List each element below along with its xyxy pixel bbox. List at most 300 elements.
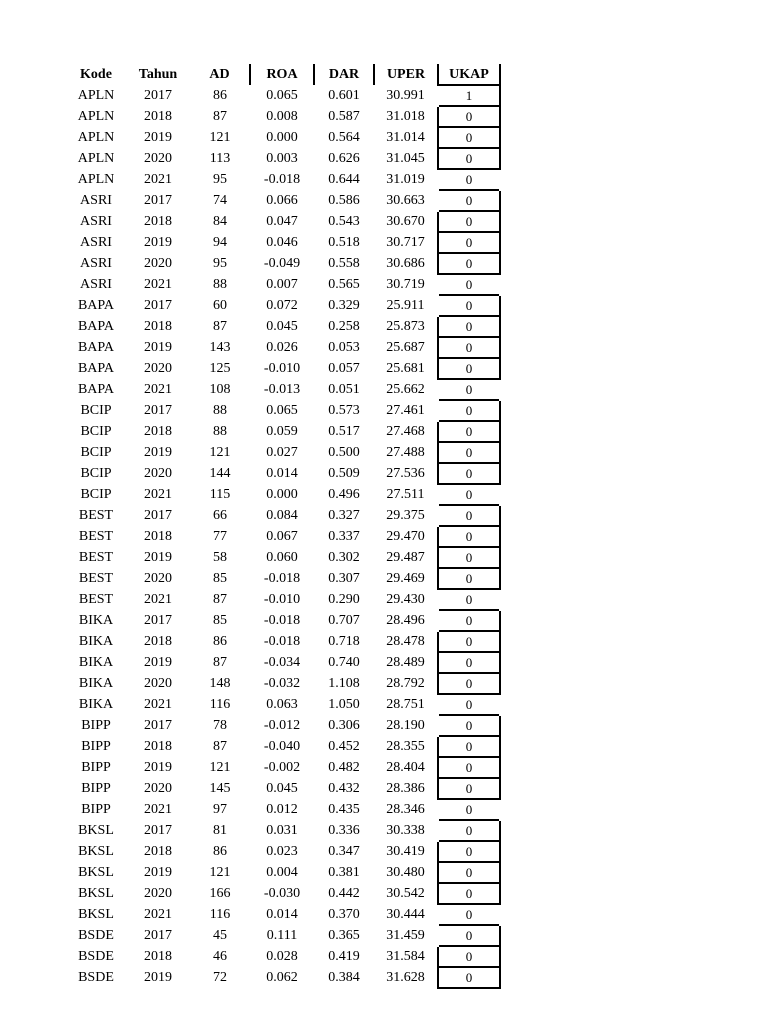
cell-ukap: 0 (438, 862, 500, 883)
cell-roa: 0.060 (266, 550, 298, 565)
cell-ukap: 0 (438, 400, 500, 421)
cell-ad: 148 (209, 676, 231, 691)
cell-kode: BIKA (78, 634, 114, 649)
cell-ukap: 0 (465, 802, 473, 817)
cell-tahun: 2021 (144, 697, 172, 712)
cell-kode: BIPP (81, 718, 111, 733)
cell-ukap: 0 (438, 547, 500, 568)
cell-ad: 72 (213, 970, 227, 985)
cell-ukap: 0 (438, 946, 500, 967)
cell-ad: 86 (213, 844, 227, 859)
cell-uper: 28.386 (386, 781, 425, 796)
cell-roa: -0.030 (263, 886, 301, 901)
cell-uper: 31.459 (386, 928, 425, 943)
cell-roa: 0.000 (266, 130, 298, 145)
cell-uper: 30.686 (386, 256, 425, 271)
cell-tahun: 2019 (144, 550, 172, 565)
data-sheet (66, 64, 501, 989)
cell-ad: 121 (209, 445, 231, 460)
cell-kode: BAPA (77, 319, 115, 334)
cell-kode: BEST (78, 550, 114, 565)
cell-roa: 0.012 (266, 802, 298, 817)
cell-ad: 121 (209, 865, 231, 880)
cell-roa: -0.018 (263, 172, 301, 187)
cell-kode: BAPA (77, 361, 115, 376)
cell-ad: 143 (209, 340, 231, 355)
cell-tahun: 2018 (144, 214, 172, 229)
table-row (66, 148, 500, 169)
header-uper: UPER (374, 64, 438, 85)
cell-tahun: 2019 (144, 340, 172, 355)
table-row (66, 106, 500, 127)
cell-kode: BKSL (78, 823, 114, 838)
cell-dar: 0.053 (328, 340, 360, 355)
cell-dar: 1.050 (328, 697, 360, 712)
cell-ad: 87 (213, 319, 227, 334)
cell-tahun: 2019 (144, 970, 172, 985)
cell-roa: 0.028 (266, 949, 298, 964)
cell-ukap: 0 (438, 232, 500, 253)
cell-ad: 115 (209, 487, 231, 502)
cell-dar: 0.442 (328, 886, 360, 901)
cell-ukap: 0 (438, 148, 500, 169)
table-row (66, 316, 500, 337)
cell-ad: 97 (213, 802, 227, 817)
header-kode: Kode (80, 67, 112, 82)
cell-ad: 85 (213, 613, 227, 628)
table-row (66, 904, 500, 925)
table-row (66, 127, 500, 148)
cell-dar: 0.370 (328, 907, 360, 922)
cell-ukap: 0 (438, 253, 500, 274)
cell-uper: 30.542 (386, 886, 425, 901)
cell-uper: 31.019 (386, 172, 425, 187)
cell-ukap: 0 (465, 382, 473, 397)
cell-tahun: 2019 (144, 130, 172, 145)
cell-roa: 0.007 (266, 277, 298, 292)
table-row (66, 841, 500, 862)
cell-kode: BAPA (77, 382, 115, 397)
table-row (66, 673, 500, 694)
cell-kode: BCIP (80, 445, 112, 460)
cell-tahun: 2018 (144, 529, 172, 544)
cell-uper: 28.478 (386, 634, 425, 649)
cell-dar: 0.432 (328, 781, 360, 796)
table-row (66, 484, 500, 505)
cell-roa: 0.047 (266, 214, 298, 229)
cell-kode: APLN (77, 172, 115, 187)
cell-kode: BIPP (81, 739, 111, 754)
cell-dar: 0.435 (328, 802, 360, 817)
table-row (66, 925, 500, 946)
cell-ukap: 0 (438, 715, 500, 736)
cell-dar: 0.740 (328, 655, 360, 670)
cell-roa: 0.065 (266, 403, 298, 418)
cell-dar: 0.452 (328, 739, 360, 754)
table-row (66, 505, 500, 526)
cell-kode: BEST (78, 571, 114, 586)
table-row (66, 589, 500, 610)
cell-roa: -0.040 (263, 739, 301, 754)
cell-dar: 0.500 (328, 445, 360, 460)
cell-uper: 25.662 (386, 382, 425, 397)
cell-kode: BKSL (78, 907, 114, 922)
cell-tahun: 2020 (144, 781, 172, 796)
table-row (66, 358, 500, 379)
cell-kode: BIPP (81, 760, 111, 775)
cell-dar: 1.108 (328, 676, 360, 691)
cell-ad: 66 (213, 508, 227, 523)
table-row (66, 421, 500, 442)
cell-tahun: 2017 (144, 718, 172, 733)
cell-roa: 0.067 (266, 529, 298, 544)
cell-ukap: 0 (438, 358, 500, 379)
table-row (66, 799, 500, 820)
cell-uper: 31.014 (386, 130, 425, 145)
cell-tahun: 2017 (144, 928, 172, 943)
cell-tahun: 2018 (144, 739, 172, 754)
table-row (66, 379, 500, 400)
cell-dar: 0.543 (328, 214, 360, 229)
cell-roa: 0.063 (266, 697, 298, 712)
cell-uper: 28.496 (386, 613, 425, 628)
header-dar: DAR (314, 64, 374, 85)
cell-ukap: 0 (438, 526, 500, 547)
cell-roa: 0.065 (266, 88, 298, 103)
cell-ukap: 0 (465, 277, 473, 292)
cell-tahun: 2019 (144, 445, 172, 460)
table-row (66, 715, 500, 736)
cell-tahun: 2020 (144, 151, 172, 166)
cell-tahun: 2020 (144, 361, 172, 376)
cell-roa: 0.045 (266, 781, 298, 796)
table-row (66, 169, 500, 190)
cell-dar: 0.564 (328, 130, 360, 145)
cell-ad: 113 (209, 151, 231, 166)
table-row (66, 736, 500, 757)
cell-kode: APLN (77, 88, 115, 103)
cell-dar: 0.384 (328, 970, 360, 985)
table-row (66, 568, 500, 589)
cell-ad: 84 (213, 214, 227, 229)
cell-kode: BSDE (78, 928, 114, 943)
cell-uper: 30.338 (386, 823, 425, 838)
cell-ukap: 0 (465, 487, 473, 502)
table-row (66, 862, 500, 883)
cell-kode: ASRI (80, 214, 112, 229)
cell-kode: BCIP (80, 403, 112, 418)
cell-ukap: 0 (438, 610, 500, 631)
cell-kode: APLN (77, 109, 115, 124)
cell-ukap: 0 (438, 211, 500, 232)
cell-ukap: 0 (438, 316, 500, 337)
data-table (66, 64, 501, 989)
cell-ad: 58 (213, 550, 227, 565)
cell-ad: 78 (213, 718, 227, 733)
cell-dar: 0.626 (328, 151, 360, 166)
cell-ad: 46 (213, 949, 227, 964)
cell-dar: 0.518 (328, 235, 360, 250)
cell-ukap: 0 (438, 883, 500, 904)
cell-ukap: 1 (438, 85, 500, 106)
cell-tahun: 2018 (144, 109, 172, 124)
cell-uper: 25.911 (386, 298, 425, 313)
header-row (66, 64, 500, 85)
cell-tahun: 2021 (144, 592, 172, 607)
cell-tahun: 2018 (144, 844, 172, 859)
cell-kode: APLN (77, 151, 115, 166)
cell-uper: 28.355 (386, 739, 425, 754)
cell-ukap: 0 (438, 652, 500, 673)
cell-roa: 0.000 (266, 487, 298, 502)
cell-tahun: 2018 (144, 634, 172, 649)
cell-tahun: 2018 (144, 949, 172, 964)
table-row (66, 253, 500, 274)
cell-uper: 31.045 (386, 151, 425, 166)
cell-uper: 29.469 (386, 571, 425, 586)
cell-dar: 0.051 (328, 382, 360, 397)
header-ad: AD (209, 67, 230, 82)
cell-dar: 0.586 (328, 193, 360, 208)
cell-roa: 0.014 (266, 907, 298, 922)
cell-roa: 0.014 (266, 466, 298, 481)
cell-tahun: 2018 (144, 424, 172, 439)
cell-kode: BIKA (78, 655, 114, 670)
cell-ad: 144 (209, 466, 231, 481)
cell-ad: 81 (213, 823, 227, 838)
cell-roa: 0.045 (266, 319, 298, 334)
cell-roa: 0.004 (266, 865, 298, 880)
cell-ad: 77 (213, 529, 227, 544)
cell-roa: -0.010 (263, 361, 301, 376)
cell-ad: 166 (209, 886, 231, 901)
cell-uper: 28.190 (386, 718, 425, 733)
cell-tahun: 2017 (144, 403, 172, 418)
cell-roa: 0.023 (266, 844, 298, 859)
cell-kode: BCIP (80, 487, 112, 502)
cell-ad: 74 (213, 193, 227, 208)
cell-dar: 0.573 (328, 403, 360, 418)
cell-ukap: 0 (438, 841, 500, 862)
cell-uper: 30.991 (386, 88, 425, 103)
cell-kode: BCIP (80, 466, 112, 481)
cell-ukap: 0 (438, 463, 500, 484)
cell-dar: 0.558 (328, 256, 360, 271)
cell-uper: 27.488 (386, 445, 425, 460)
cell-dar: 0.290 (328, 592, 360, 607)
cell-tahun: 2019 (144, 235, 172, 250)
cell-dar: 0.644 (328, 172, 360, 187)
cell-tahun: 2021 (144, 277, 172, 292)
cell-dar: 0.336 (328, 823, 360, 838)
cell-roa: -0.010 (263, 592, 301, 607)
cell-ukap: 0 (438, 421, 500, 442)
cell-kode: APLN (77, 130, 115, 145)
cell-dar: 0.587 (328, 109, 360, 124)
cell-ukap: 0 (438, 106, 500, 127)
cell-tahun: 2019 (144, 865, 172, 880)
header-roa: ROA (250, 64, 314, 85)
cell-ukap: 0 (465, 907, 473, 922)
cell-ukap: 0 (438, 778, 500, 799)
cell-roa: -0.013 (263, 382, 301, 397)
cell-ad: 88 (213, 277, 227, 292)
cell-ad: 45 (213, 928, 227, 943)
cell-dar: 0.707 (328, 613, 360, 628)
cell-dar: 0.718 (328, 634, 360, 649)
table-row (66, 295, 500, 316)
cell-kode: BIPP (81, 802, 111, 817)
cell-ad: 116 (209, 907, 231, 922)
table-row (66, 337, 500, 358)
cell-ad: 87 (213, 739, 227, 754)
cell-uper: 27.511 (386, 487, 425, 502)
cell-kode: ASRI (80, 256, 112, 271)
header-tahun: Tahun (138, 67, 178, 82)
cell-uper: 27.468 (386, 424, 425, 439)
cell-ukap: 0 (438, 820, 500, 841)
cell-kode: BKSL (78, 886, 114, 901)
cell-dar: 0.347 (328, 844, 360, 859)
cell-ad: 86 (213, 88, 227, 103)
table-row (66, 232, 500, 253)
cell-dar: 0.509 (328, 466, 360, 481)
cell-uper: 29.430 (386, 592, 425, 607)
table-row (66, 400, 500, 421)
cell-ukap: 0 (438, 568, 500, 589)
cell-tahun: 2021 (144, 802, 172, 817)
cell-ukap: 0 (438, 673, 500, 694)
cell-kode: ASRI (80, 235, 112, 250)
cell-ad: 121 (209, 760, 231, 775)
cell-tahun: 2019 (144, 760, 172, 775)
table-row (66, 274, 500, 295)
table-body (66, 85, 500, 988)
cell-dar: 0.057 (328, 361, 360, 376)
cell-kode: BCIP (80, 424, 112, 439)
cell-roa: -0.049 (263, 256, 301, 271)
cell-roa: 0.111 (266, 928, 298, 943)
cell-uper: 31.628 (386, 970, 425, 985)
cell-roa: 0.072 (266, 298, 298, 313)
cell-kode: BAPA (77, 298, 115, 313)
table-row (66, 694, 500, 715)
cell-kode: BKSL (78, 865, 114, 880)
cell-roa: 0.059 (266, 424, 298, 439)
cell-kode: BIKA (78, 613, 114, 628)
cell-uper: 28.489 (386, 655, 425, 670)
cell-tahun: 2017 (144, 613, 172, 628)
cell-dar: 0.306 (328, 718, 360, 733)
cell-ukap: 0 (438, 631, 500, 652)
cell-kode: BAPA (77, 340, 115, 355)
table-row (66, 85, 500, 106)
cell-ukap: 0 (438, 442, 500, 463)
cell-roa: -0.002 (263, 760, 301, 775)
cell-tahun: 2020 (144, 886, 172, 901)
table-row (66, 652, 500, 673)
cell-tahun: 2017 (144, 508, 172, 523)
cell-roa: -0.032 (263, 676, 301, 691)
cell-uper: 30.717 (386, 235, 425, 250)
cell-kode: BIPP (81, 781, 111, 796)
cell-ukap: 0 (438, 295, 500, 316)
cell-tahun: 2017 (144, 298, 172, 313)
cell-tahun: 2021 (144, 172, 172, 187)
cell-roa: 0.003 (266, 151, 298, 166)
cell-ad: 125 (209, 361, 231, 376)
cell-ad: 95 (213, 172, 227, 187)
cell-roa: 0.084 (266, 508, 298, 523)
cell-tahun: 2021 (144, 907, 172, 922)
cell-roa: 0.046 (266, 235, 298, 250)
cell-roa: -0.018 (263, 571, 301, 586)
cell-ukap: 0 (438, 736, 500, 757)
table-row (66, 757, 500, 778)
cell-dar: 0.337 (328, 529, 360, 544)
cell-uper: 27.536 (386, 466, 425, 481)
table-row (66, 631, 500, 652)
cell-dar: 0.496 (328, 487, 360, 502)
table-row (66, 211, 500, 232)
cell-tahun: 2020 (144, 466, 172, 481)
cell-uper: 28.751 (386, 697, 425, 712)
table-row (66, 463, 500, 484)
cell-roa: 0.031 (266, 823, 298, 838)
cell-ukap: 0 (465, 697, 473, 712)
cell-ukap: 0 (465, 172, 473, 187)
cell-uper: 28.404 (386, 760, 425, 775)
cell-uper: 31.584 (386, 949, 425, 964)
cell-dar: 0.329 (328, 298, 360, 313)
cell-tahun: 2017 (144, 823, 172, 838)
cell-kode: BSDE (78, 949, 114, 964)
cell-ukap: 0 (438, 757, 500, 778)
cell-uper: 31.018 (386, 109, 425, 124)
cell-uper: 30.670 (386, 214, 425, 229)
table-row (66, 778, 500, 799)
cell-kode: BIKA (78, 676, 114, 691)
cell-dar: 0.419 (328, 949, 360, 964)
cell-dar: 0.517 (328, 424, 360, 439)
cell-tahun: 2021 (144, 487, 172, 502)
cell-ad: 87 (213, 592, 227, 607)
cell-dar: 0.482 (328, 760, 360, 775)
cell-tahun: 2021 (144, 382, 172, 397)
cell-ukap: 0 (438, 127, 500, 148)
cell-kode: BEST (78, 508, 114, 523)
cell-uper: 30.719 (386, 277, 425, 292)
cell-tahun: 2019 (144, 655, 172, 670)
cell-kode: BEST (78, 592, 114, 607)
cell-ad: 87 (213, 109, 227, 124)
cell-roa: -0.018 (263, 634, 301, 649)
cell-roa: 0.066 (266, 193, 298, 208)
cell-tahun: 2020 (144, 676, 172, 691)
cell-tahun: 2020 (144, 256, 172, 271)
cell-dar: 0.302 (328, 550, 360, 565)
cell-kode: BIKA (78, 697, 114, 712)
cell-ad: 94 (213, 235, 227, 250)
cell-uper: 25.687 (386, 340, 425, 355)
cell-uper: 28.346 (386, 802, 425, 817)
cell-tahun: 2020 (144, 571, 172, 586)
cell-roa: -0.012 (263, 718, 301, 733)
cell-ukap: 0 (465, 592, 473, 607)
cell-dar: 0.601 (328, 88, 360, 103)
cell-kode: BEST (78, 529, 114, 544)
table-row (66, 442, 500, 463)
